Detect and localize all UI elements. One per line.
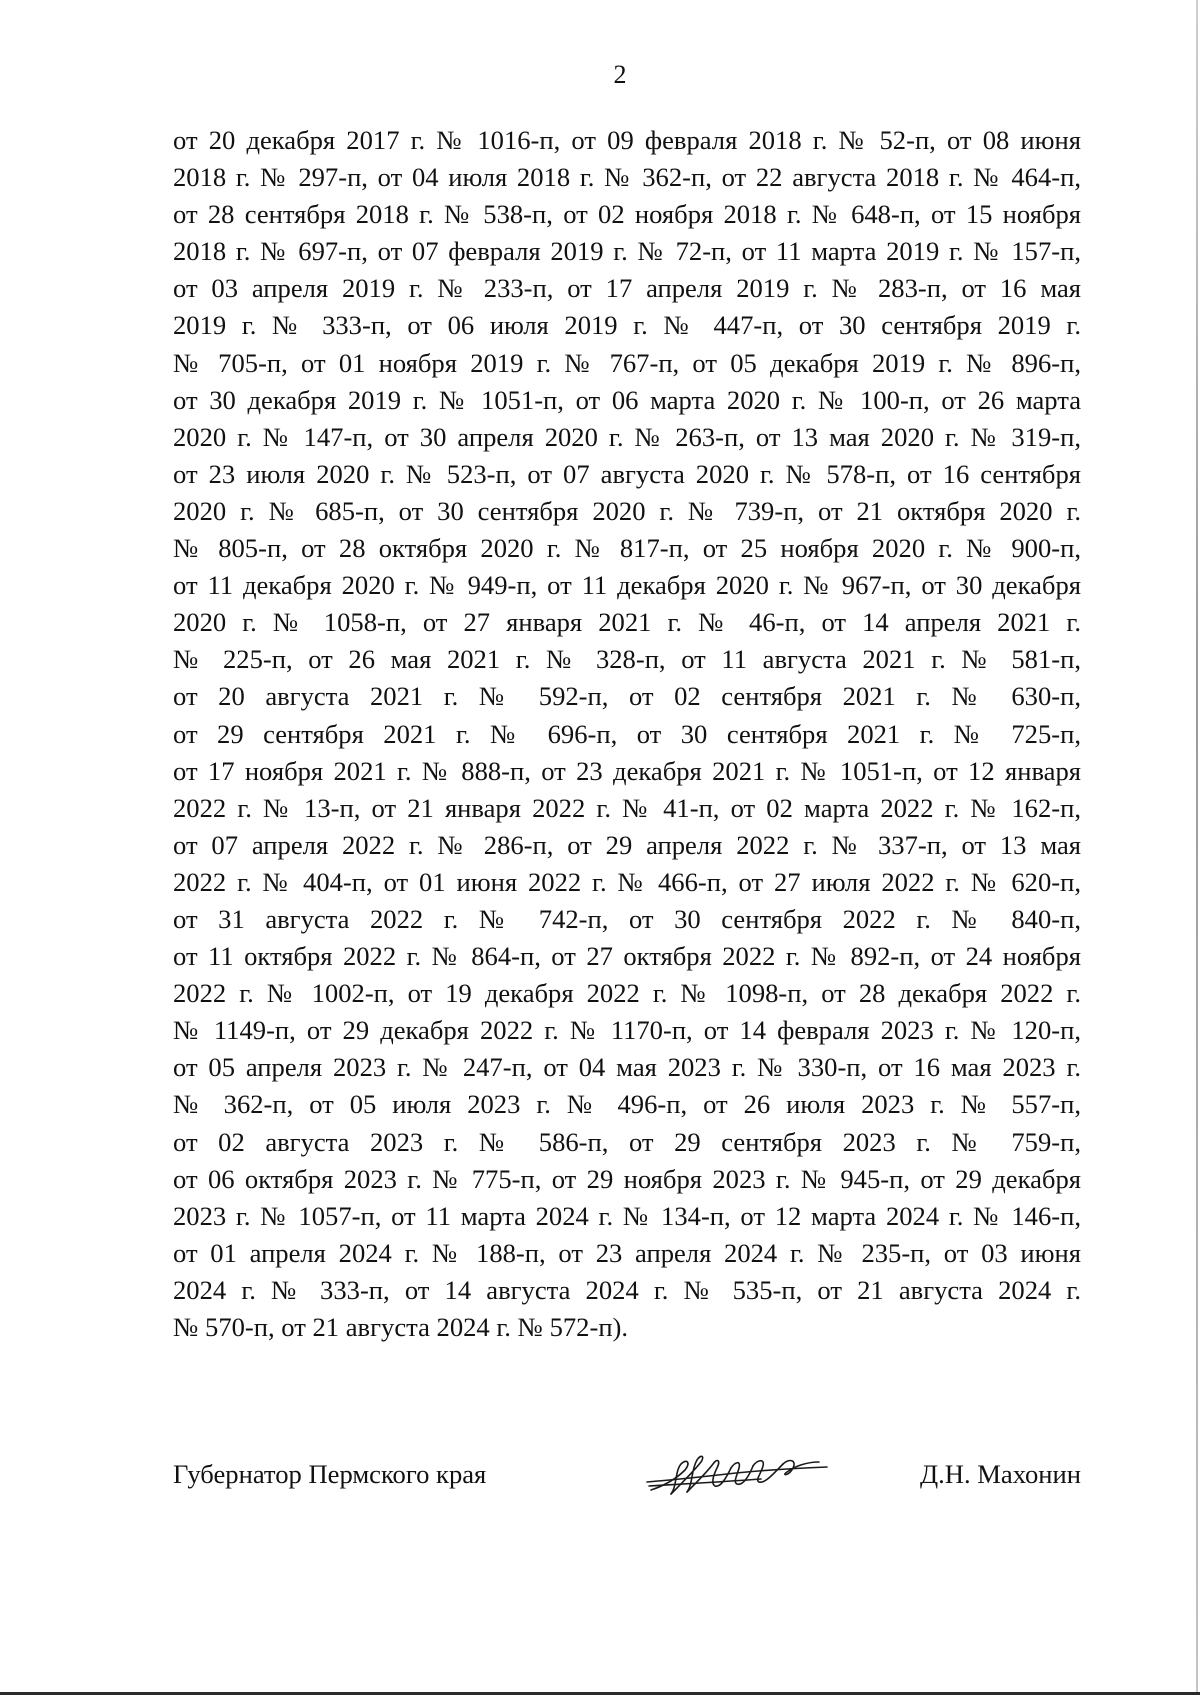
body-line: от 03 апреля 2019 г. № 233-п, от 17 апреля 2019 г. № 283-п, от 16 мая: [173, 273, 1081, 304]
body-line: № 225-п, от 26 мая 2021 г. № 328-п, от 11 августа 2021 г. № 581-п,: [173, 644, 1081, 675]
signer-title: Губернатор Пермского края: [173, 1459, 487, 1489]
signature-block: [173, 1452, 1081, 1512]
body-text: [173, 122, 1081, 1346]
body-line: от 23 июля 2020 г. № 523-п, от 07 августа 2020 г. № 578-п, от 16 сентября: [173, 458, 1081, 489]
body-line: от 30 декабря 2019 г. № 1051-п, от 06 марта 2020 г. № 100-п, от 26 марта: [173, 384, 1081, 415]
body-line: 2020 г. № 1058-п, от 27 января 2021 г. № 46-п, от 14 апреля 2021 г.: [173, 607, 1081, 638]
scan-edge-right: [1196, 0, 1198, 1695]
body-line: от 07 апреля 2022 г. № 286-п, от 29 апреля 2022 г. № 337-п, от 13 мая: [173, 829, 1081, 860]
body-line: от 01 апреля 2024 г. № 188-п, от 23 апреля 2024 г. № 235-п, от 03 июня: [173, 1237, 1081, 1268]
body-line: от 17 ноября 2021 г. № 888-п, от 23 декабря 2021 г. № 1051-п, от 12 января: [173, 755, 1081, 786]
body-line: от 29 сентября 2021 г. № 696-п, от 30 сентября 2021 г. № 725-п,: [173, 718, 1081, 749]
body-line: от 31 августа 2022 г. № 742-п, от 30 сентября 2022 г. № 840-п,: [173, 903, 1081, 934]
body-line: от 11 декабря 2020 г. № 949-п, от 11 декабря 2020 г. № 967-п, от 30 декабря: [173, 570, 1081, 601]
body-line: № 805-п, от 28 октября 2020 г. № 817-п, от 25 ноября 2020 г. № 900-п,: [173, 533, 1081, 564]
body-line: № 570-п, от 21 августа 2024 г. № 572-п).: [173, 1312, 629, 1342]
body-line: от 02 августа 2023 г. № 586-п, от 29 сентября 2023 г. № 759-п,: [173, 1126, 1081, 1157]
body-line: от 11 октября 2022 г. № 864-п, от 27 октября 2022 г. № 892-п, от 24 ноября: [173, 941, 1081, 972]
body-line: от 28 сентября 2018 г. № 538-п, от 02 ноября 2018 г. № 648-п, от 15 ноября: [173, 199, 1081, 230]
body-line: 2020 г. № 147-п, от 30 апреля 2020 г. № 263-п, от 13 мая 2020 г. № 319-п,: [173, 421, 1081, 452]
body-line: 2022 г. № 404-п, от 01 июня 2022 г. № 466-п, от 27 июля 2022 г. № 620-п,: [173, 866, 1081, 897]
body-line: от 20 августа 2021 г. № 592-п, от 02 сентября 2021 г. № 630-п,: [173, 681, 1081, 712]
handwritten-signature: [641, 1446, 831, 1504]
body-line: 2019 г. № 333-п, от 06 июля 2019 г. № 447-п, от 30 сентября 2019 г.: [173, 310, 1081, 341]
page-number: 2: [613, 60, 627, 89]
body-line: 2024 г. № 333-п, от 14 августа 2024 г. № 535-п, от 21 августа 2024 г.: [173, 1274, 1081, 1305]
body-line: 2022 г. № 13-п, от 21 января 2022 г. № 41-п, от 02 марта 2022 г. № 162-п,: [173, 792, 1081, 823]
body-line: № 1149-п, от 29 декабря 2022 г. № 1170-п, от 14 февраля 2023 г. № 120-п,: [173, 1015, 1081, 1046]
signer-name: Д.Н. Махонин: [919, 1459, 1081, 1489]
body-line: от 05 апреля 2023 г. № 247-п, от 04 мая 2023 г. № 330-п, от 16 мая 2023 г.: [173, 1052, 1081, 1083]
body-line: 2022 г. № 1002-п, от 19 декабря 2022 г. № 1098-п, от 28 декабря 2022 г.: [173, 978, 1081, 1009]
body-line: 2020 г. № 685-п, от 30 сентября 2020 г. № 739-п, от 21 октября 2020 г.: [173, 495, 1081, 526]
body-line: № 362-п, от 05 июля 2023 г. № 496-п, от 26 июля 2023 г. № 557-п,: [173, 1089, 1081, 1120]
body-line: 2018 г. № 697-п, от 07 февраля 2019 г. № 72-п, от 11 марта 2019 г. № 157-п,: [173, 236, 1081, 267]
body-line: 2018 г. № 297-п, от 04 июля 2018 г. № 362-п, от 22 августа 2018 г. № 464-п,: [173, 162, 1081, 193]
body-line: № 705-п, от 01 ноября 2019 г. № 767-п, от 05 декабря 2019 г. № 896-п,: [173, 347, 1081, 378]
body-line: 2023 г. № 1057-п, от 11 марта 2024 г. № 134-п, от 12 марта 2024 г. № 146-п,: [173, 1200, 1081, 1231]
body-line: от 20 декабря 2017 г. № 1016-п, от 09 февраля 2018 г. № 52-п, от 08 июня: [173, 125, 1081, 155]
body-line: от 06 октября 2023 г. № 775-п, от 29 ноября 2023 г. № 945-п, от 29 декабря: [173, 1163, 1081, 1194]
